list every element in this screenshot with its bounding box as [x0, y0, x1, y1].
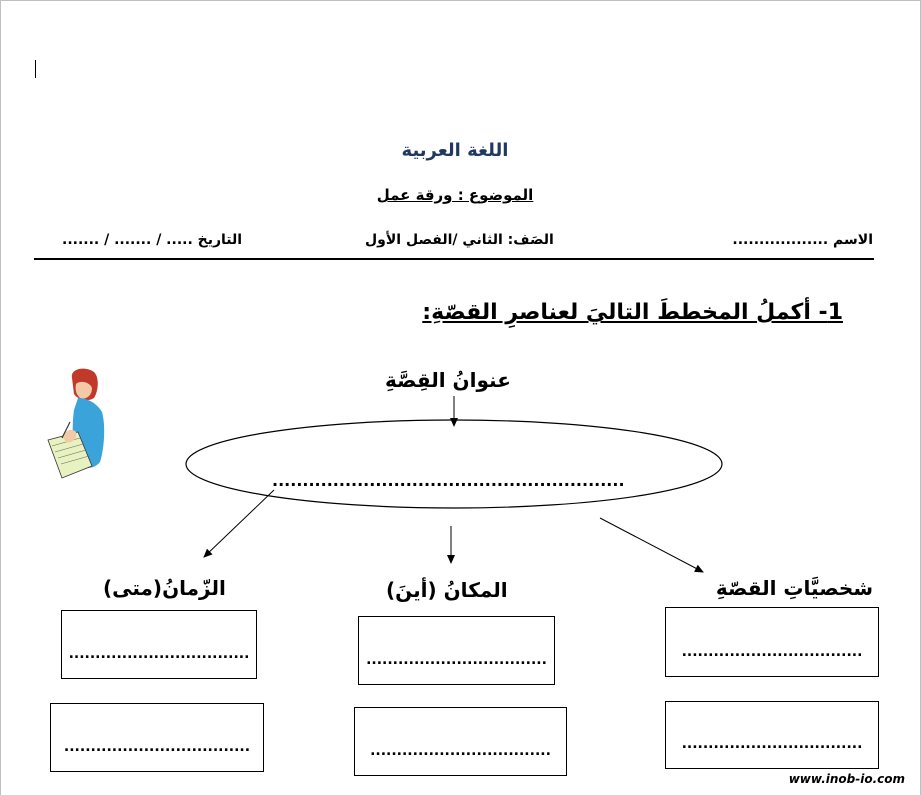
time-blank-2: ................................... [63, 739, 251, 755]
student-writing-icon [48, 369, 104, 478]
footer-website[interactable]: www.inob-io.com [788, 772, 905, 786]
question-heading: 1- أكملُ المخططَ التاليَ لعناصرِ القصّةِ: [422, 300, 843, 325]
name-field[interactable]: الاسم .................. [732, 232, 873, 248]
place-blank-1: .................................. [366, 652, 547, 668]
story-title-blank[interactable]: .......................................................... [272, 471, 625, 490]
place-box-2[interactable] [354, 707, 567, 776]
characters-blank-2: .................................. [681, 736, 863, 752]
story-title-label: عنوانُ القِصَّةِ [385, 368, 511, 392]
arrow-to-time [204, 490, 274, 557]
date-field[interactable]: التاريخ ..... / ....... / ....... [62, 232, 243, 248]
arrow-to-characters [600, 518, 703, 572]
time-box-2[interactable] [50, 703, 264, 772]
characters-blank-1: .................................. [681, 644, 863, 660]
subject-title: اللغة العربية [401, 140, 509, 161]
characters-box-2[interactable] [665, 701, 879, 769]
worksheet-topic: الموضوع : ورقة عمل [376, 186, 534, 204]
time-label: الزّمانُ(متى) [103, 576, 226, 600]
characters-label: شخصيَّاتِ القصّةِ [715, 576, 873, 600]
place-box-1[interactable] [358, 616, 555, 685]
place-blank-2: .................................. [370, 743, 551, 759]
characters-box-1[interactable] [665, 607, 879, 677]
time-box-1[interactable] [61, 610, 257, 679]
place-label: المكانُ (أينَ) [386, 578, 508, 602]
class-field: الصَف: الثاني /الفصل الأول [365, 232, 554, 248]
story-title-ellipse [186, 420, 722, 508]
time-blank-1: .................................. [68, 646, 250, 662]
